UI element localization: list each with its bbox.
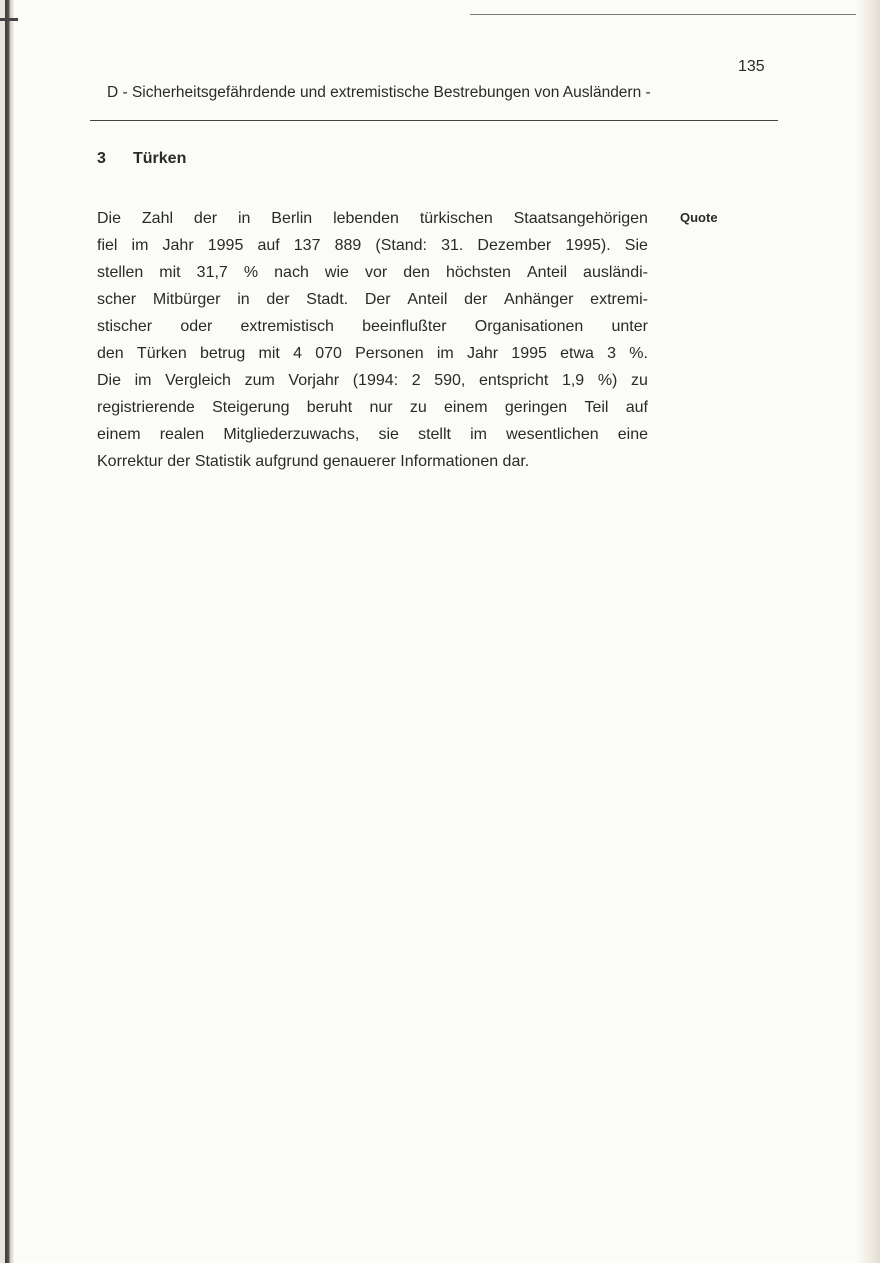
page-number: 135 [738,58,765,75]
paragraph-line: fiel im Jahr 1995 auf 137 889 (Stand: 31. Dezember 1995). Sie [97,237,648,254]
paragraph-line: stischer oder extremistisch beeinflußter Organisationen unter [97,318,648,335]
body-paragraph [97,205,648,475]
paragraph-line: Die Zahl der in Berlin lebenden türkischen Staatsangehörigen [97,210,648,227]
margin-note: Quote [680,210,718,225]
scan-binding-edge [0,0,14,1263]
scan-right-edge [856,0,880,1263]
paragraph-line: den Türken betrug mit 4 070 Personen im Jahr 1995 etwa 3 %. [97,345,648,362]
paragraph-line: stellen mit 31,7 % nach wie vor den höchsten Anteil ausländi- [97,264,648,281]
paragraph-line: Korrektur der Statistik aufgrund genauerer Informationen dar. [97,453,530,470]
running-header: D - Sicherheitsgefährdende und extremistische Bestrebungen von Ausländern - [107,84,651,101]
paragraph-line: Die im Vergleich zum Vorjahr (1994: 2 590, entspricht 1,9 %) zu [97,372,648,389]
paragraph-line: registrierende Steigerung beruht nur zu einem geringen Teil auf [97,399,648,416]
section-title: Türken [133,150,187,167]
scan-top-edge [470,14,862,15]
paragraph-line: einem realen Mitgliederzuwachs, sie stellt im wesentlichen eine [97,426,648,443]
header-rule [90,120,778,121]
section-number: 3 [97,150,106,167]
scan-corner-mark [0,18,18,21]
paragraph-line: scher Mitbürger in der Stadt. Der Anteil der Anhänger extremi- [97,291,648,308]
